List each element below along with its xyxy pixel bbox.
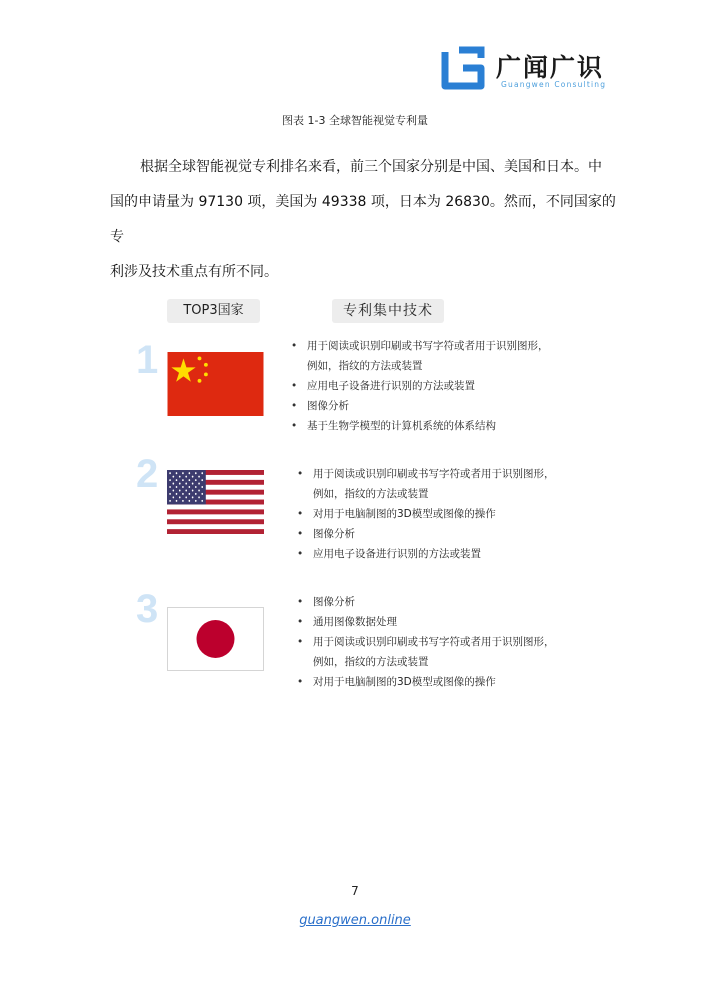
- brand-logo: [441, 44, 611, 96]
- rank-number: 3: [136, 587, 159, 631]
- brand-name-cn: 广闻广识: [496, 53, 605, 82]
- china-flag-icon: [167, 352, 264, 416]
- list-item-continuation: [289, 356, 549, 376]
- tech-list-japan: [295, 592, 555, 692]
- guangwen-logo-icon: [441, 46, 487, 92]
- usa-flag-icon: [167, 470, 264, 534]
- rank-number: 2: [136, 452, 159, 496]
- rank-number: 1: [136, 338, 159, 382]
- list-item-continuation: [295, 652, 555, 672]
- list-item: • 对用于电脑制图的3D模型或图像的操作: [295, 672, 555, 692]
- page-number: 7: [351, 884, 359, 898]
- list-item: • 用于阅读或识别印刷或书写字符或者用于识别图形，: [295, 632, 555, 652]
- list-item: • 图像分析: [295, 524, 555, 544]
- japan-flag-icon: [167, 607, 264, 671]
- list-item: • 应用电子设备进行识别的方法或装置: [295, 544, 555, 564]
- tech-list-china: [289, 336, 549, 436]
- list-item-text: 例如，指纹的方法或装置: [307, 360, 423, 372]
- list-item-text: 例如，指纹的方法或装置: [313, 488, 429, 500]
- list-item: • 用于阅读或识别印刷或书写字符或者用于识别图形，: [295, 464, 555, 484]
- list-item: • 通用图像数据处理: [295, 612, 555, 632]
- paragraph-line-2: 国的申请量为 97130 项，美国为 49338 项，日本为 26830。然而，不同国家的专: [110, 194, 616, 245]
- patent-tech-header: 专利集中技术: [332, 299, 444, 323]
- body-paragraph: [110, 150, 620, 290]
- paragraph-line-3: 利涉及技术重点有所不同。: [110, 264, 278, 280]
- list-item: • 应用电子设备进行识别的方法或装置: [289, 376, 549, 396]
- list-item-text: 例如，指纹的方法或装置: [313, 656, 429, 668]
- paragraph-line-1: 根据全球智能视觉专利排名来看，前三个国家分别是中国、美国和日本。中: [140, 159, 602, 175]
- tech-list-usa: [295, 464, 555, 564]
- top3-countries-header: TOP3国家: [167, 299, 260, 323]
- list-item-continuation: [295, 484, 555, 504]
- list-item: • 用于阅读或识别印刷或书写字符或者用于识别图形，: [289, 336, 549, 356]
- list-item: • 图像分析: [289, 396, 549, 416]
- list-item: • 基于生物学模型的计算机系统的体系结构: [289, 416, 549, 436]
- list-item: • 对用于电脑制图的3D模型或图像的操作: [295, 504, 555, 524]
- list-item: • 图像分析: [295, 592, 555, 612]
- brand-name-en: Guangwen Consulting: [501, 80, 607, 89]
- figure-caption: 图表 1-3 全球智能视觉专利量: [282, 114, 428, 127]
- website-link[interactable]: guangwen.online: [299, 913, 411, 928]
